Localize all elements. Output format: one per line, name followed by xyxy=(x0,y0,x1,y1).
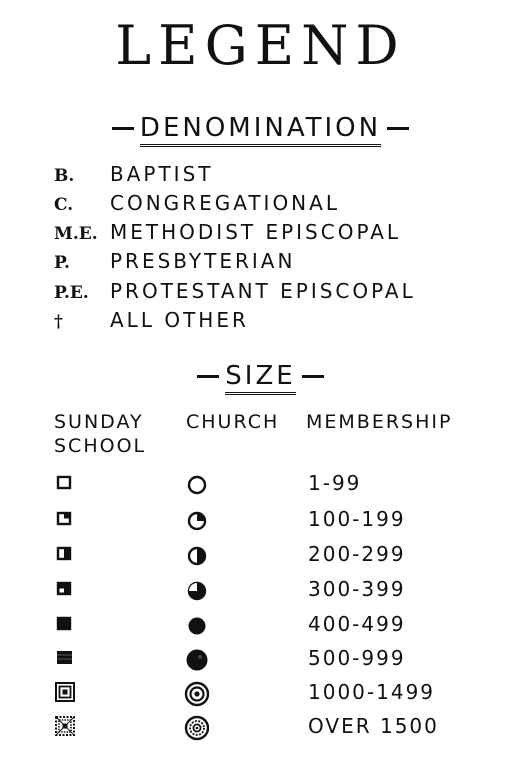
denomination-name: BAPTIST xyxy=(110,162,214,186)
denomination-abbr: P.E. xyxy=(54,283,89,303)
sunday-school-square-icon xyxy=(54,647,76,673)
denomination-item xyxy=(54,306,249,334)
church-circle-icon xyxy=(184,681,210,711)
col-head-membership: MEMBERSHIP xyxy=(306,411,453,433)
denomination-name: METHODIST EPISCOPAL xyxy=(110,220,402,244)
membership-range: 1000-1499 xyxy=(308,680,436,704)
denomination-name: CONGREGATIONAL xyxy=(110,191,340,215)
denomination-abbr: M.E. xyxy=(54,224,98,244)
size-heading xyxy=(0,360,521,392)
denomination-name: ALL OTHER xyxy=(110,308,249,332)
denomination-item xyxy=(54,160,214,188)
sunday-school-square-icon xyxy=(54,681,76,707)
membership-range: OVER 1500 xyxy=(308,714,439,738)
membership-range: 500-999 xyxy=(308,646,406,670)
denomination-abbr: † xyxy=(54,312,63,332)
denomination-abbr: C. xyxy=(54,195,74,215)
denomination-heading-text: DENOMINATION xyxy=(140,113,381,147)
sunday-school-square-icon xyxy=(54,472,76,498)
size-heading-text: SIZE xyxy=(225,361,295,395)
size-row xyxy=(0,504,521,534)
denomination-item xyxy=(54,218,401,246)
denomination-item xyxy=(54,247,295,275)
membership-range: 1-99 xyxy=(308,471,362,495)
denomination-name: PROTESTANT EPISCOPAL xyxy=(110,279,416,303)
col-head-school: SCHOOL xyxy=(54,435,147,457)
church-circle-icon xyxy=(184,613,210,643)
sunday-school-square-icon xyxy=(54,715,76,741)
dash-left xyxy=(197,375,219,378)
denomination-abbr: P. xyxy=(54,253,70,273)
dash-right xyxy=(302,375,324,378)
dash-right xyxy=(387,127,409,130)
sunday-school-square-icon xyxy=(54,578,76,604)
church-circle-icon xyxy=(184,578,210,608)
sunday-school-square-icon xyxy=(54,508,76,534)
col-head-sunday-school xyxy=(54,410,146,458)
church-circle-icon xyxy=(184,647,210,677)
sunday-school-square-icon xyxy=(54,543,76,569)
church-circle-icon xyxy=(184,543,210,573)
church-circle-icon xyxy=(184,508,210,538)
col-head-sunday: SUNDAY xyxy=(54,411,144,433)
membership-range: 300-399 xyxy=(308,577,406,601)
church-circle-icon xyxy=(184,715,210,745)
membership-range: 100-199 xyxy=(308,507,406,531)
col-head-church: CHURCH xyxy=(186,411,280,433)
membership-range: 200-299 xyxy=(308,542,406,566)
denomination-item xyxy=(54,189,340,217)
membership-range: 400-499 xyxy=(308,612,406,636)
denomination-heading xyxy=(0,112,521,144)
size-row xyxy=(0,609,521,639)
size-row xyxy=(0,539,521,569)
sunday-school-square-icon xyxy=(54,613,76,639)
legend-title: LEGEND xyxy=(115,14,406,77)
dash-left xyxy=(112,127,134,130)
size-row xyxy=(0,574,521,604)
denomination-abbr: B. xyxy=(54,166,75,186)
size-row xyxy=(0,643,521,673)
size-row xyxy=(0,468,521,498)
size-row xyxy=(0,677,521,707)
denomination-item xyxy=(54,277,416,305)
denomination-name: PRESBYTERIAN xyxy=(110,249,296,273)
church-circle-icon xyxy=(184,472,210,502)
size-row xyxy=(0,711,521,741)
